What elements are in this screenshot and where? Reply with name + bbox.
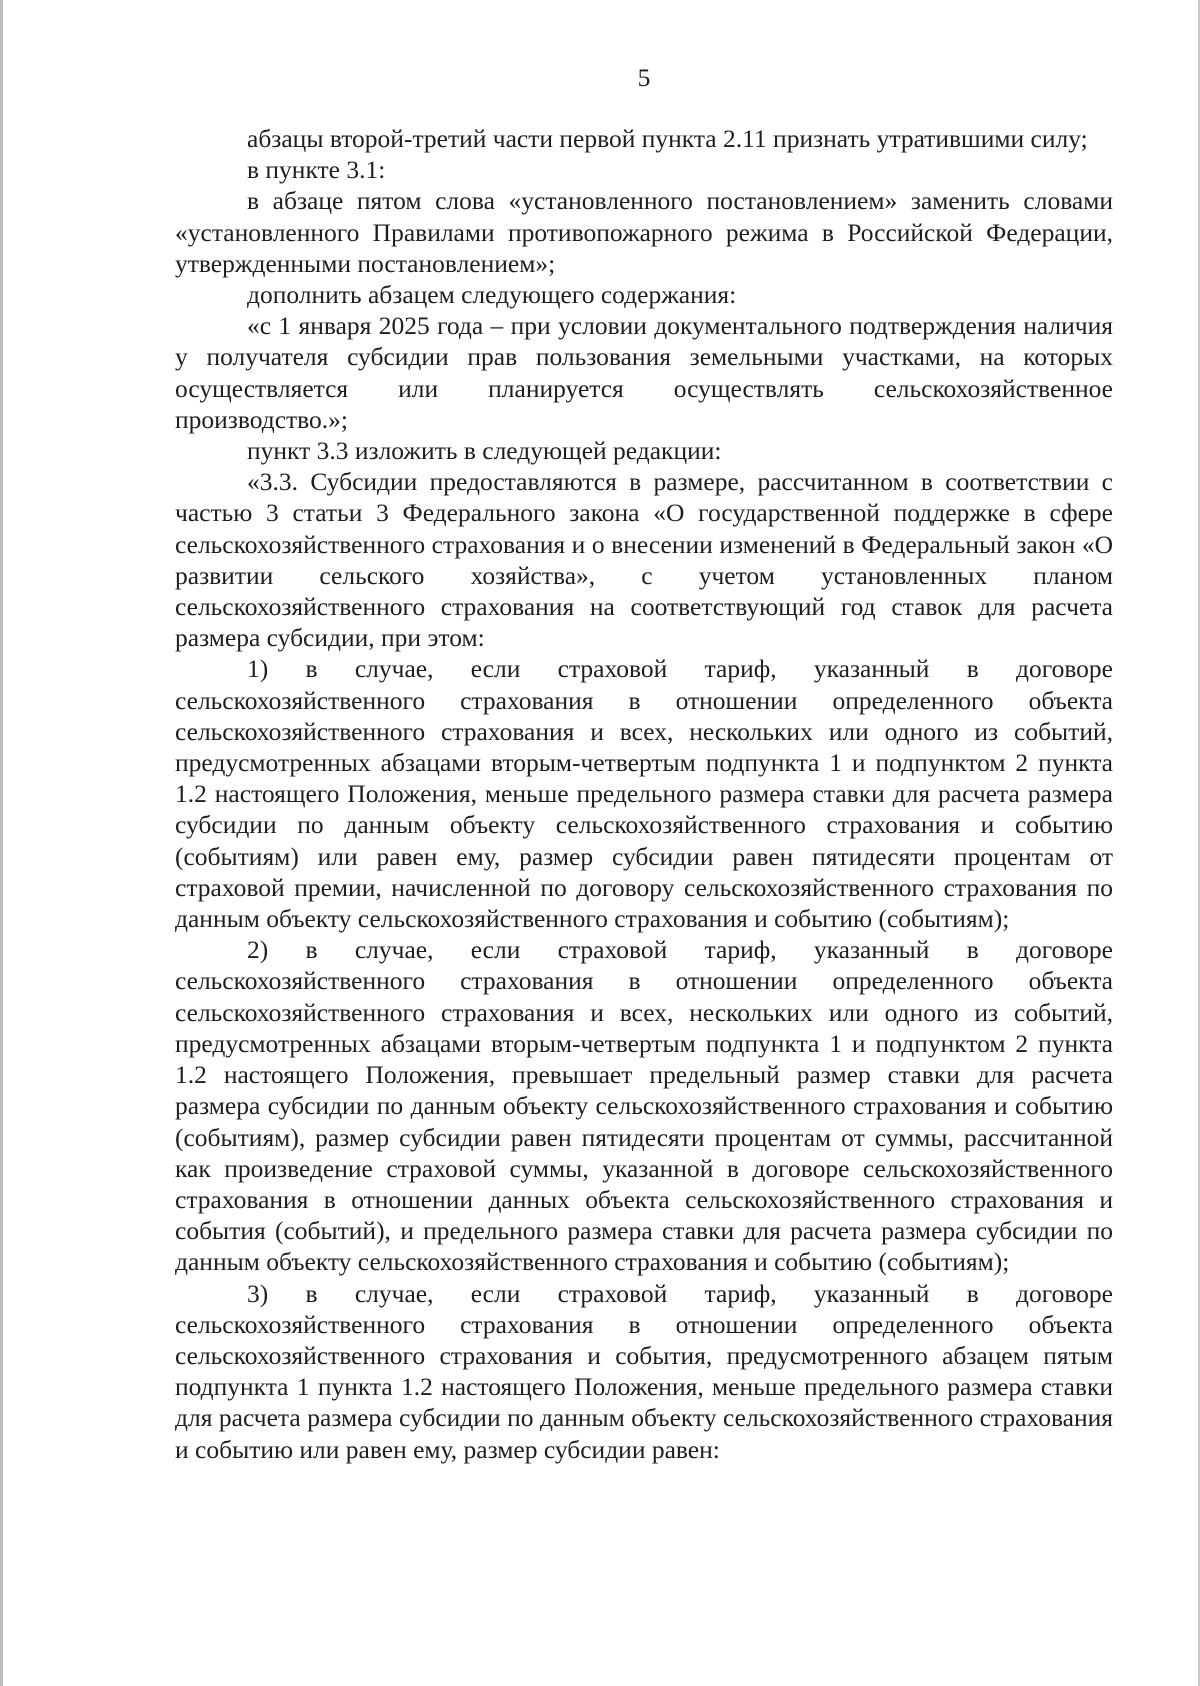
paragraph: «с 1 января 2025 года – при условии документального подтверждения наличия у получателя субсидии прав пользования земельными участками, на которых осуществляется или планируется осуществлять сельскохозяйственное производство.»; xyxy=(175,311,1113,434)
paragraph: абзацы второй-третий части первой пункта 2.11 признать утратившими силу; xyxy=(247,124,1088,153)
paragraph: в пункте 3.1: xyxy=(247,155,386,185)
paragraph: 3) в случае, если страховой тариф, указанный в договоре сельскохозяйственного страхования в отношении определенного объекта сельскохозяйственного страхования и события, предусмотренного абзацем пятым подпункта 1 пункта 1.2 настоящего Положения, меньше предельного размера ставки для расчета размера субсидии по данным объекту сельскохозяйственного страхования и событию или равен ему, размер субсидии равен: xyxy=(175,1278,1113,1464)
paragraph: «3.3. Субсидии предоставляются в размере, рассчитанном в соответствии с частью 3 статьи 3 Федерального закона «О государственной поддержке в сфере сельскохозяйственного страхования и о внесении изменений в Федеральный закон «О развитии сельского хозяйства», с учетом установленных планом сельскохозяйственного страхования на соответствующий год ставок для расчета размера субсидии, при этом: xyxy=(175,467,1113,653)
document-page xyxy=(175,64,1113,1465)
paragraph: 1) в случае, если страховой тариф, указанный в договоре сельскохозяйственного страхования в отношении определенного объекта сельскохозяйственного страхования и всех, нескольких или одного из событий, предусмотренных абзацами вторым-четвертым подпункта 1 и подпунктом 2 пункта 1.2 настоящего Положения, меньше предельного размера ставки для расчета размера субсидии по данным объекту сельскохозяйственного страхования и событию (событиям) или равен ему, размер субсидии равен пятидесяти процентам от страховой премии, начисленной по договору сельскохозяйственного страхования по данным объекту сельскохозяйственного страхования и событию (событиям); xyxy=(175,654,1113,934)
scan-edge-left xyxy=(0,0,3,1686)
paragraph: в абзаце пятом слова «установленного постановлением» заменить словами «установленного Правилами противопожарного режима в Российской Федерации, утвержденными постановлением»; xyxy=(175,186,1113,278)
paragraph: пункт 3.3 изложить в следующей редакции: xyxy=(247,436,722,466)
page-number: 5 xyxy=(637,63,651,92)
paragraph: 2) в случае, если страховой тариф, указанный в договоре сельскохозяйственного страхования в отношении определенного объекта сельскохозяйственного страхования и всех, нескольких или одного из событий, предусмотренных абзацами вторым-четвертым подпункта 1 и подпунктом 2 пункта 1.2 настоящего Положения, превышает предельный размер ставки для расчета размера субсидии по данным объекту сельскохозяйственного страхования и событию (событиям), размер субсидии равен пятидесяти процентам от суммы, рассчитанной как произведение страховой суммы, указанной в договоре сельскохозяйственного страхования в отношении данных объекта сельскохозяйственного страхования и события (событий), и предельного размера ставки для расчета размера субсидии по данным объекту сельскохозяйственного страхования и событию (событиям); xyxy=(175,935,1113,1277)
paragraph: дополнить абзацем следующего содержания: xyxy=(247,280,737,310)
